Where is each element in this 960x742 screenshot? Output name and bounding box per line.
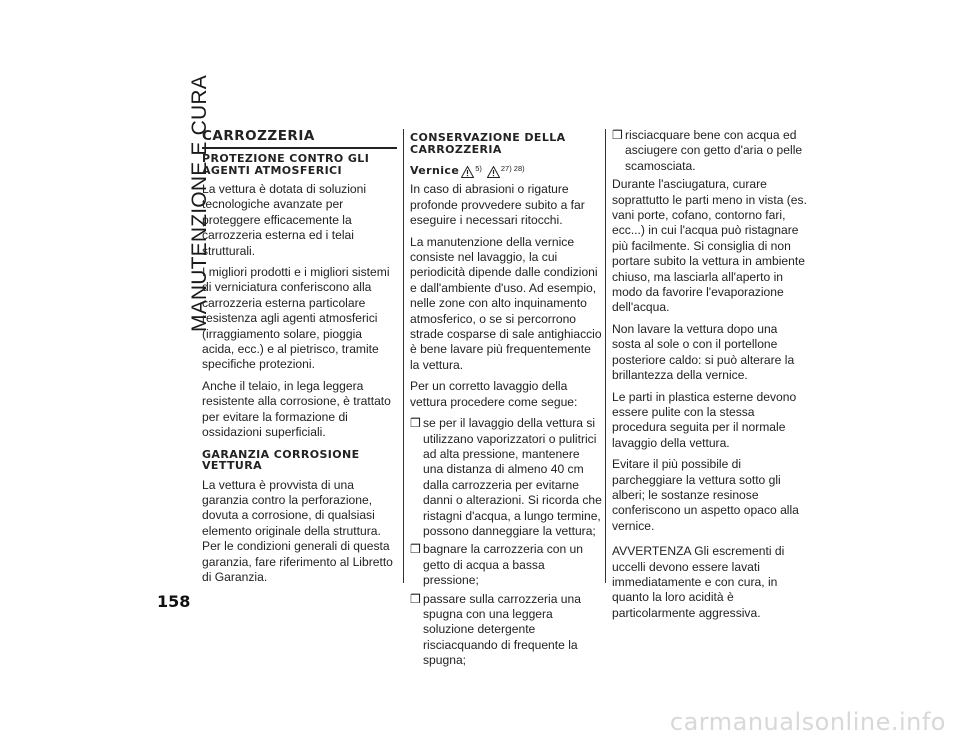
section-side-tab-label: MANUTENZIONE E CURA	[188, 75, 211, 332]
section-side-tab	[161, 75, 211, 332]
checkbox-bullet-icon: ❒	[612, 128, 623, 142]
paragraph: La vettura è dotata di soluzioni tecnologiche avanzate per proteggere efficacemente la carrozzeria esterna ed i telai strutturali.	[202, 182, 367, 258]
list-item: ❒ risciacquare bene con acqua ed asciugere con getto d'aria o pelle scamosciata.	[612, 128, 803, 173]
paragraph: Per un corretto lavaggio della vettura procedere come segue:	[410, 379, 578, 409]
reference-note: 5)	[475, 164, 482, 173]
paragraph: Durante l'asciugatura, curare soprattutto le parti meno in vista (es. vani porte, cofano, contorno fari, ecc...) in cui l'acqua può ristagnare più facilmente. Si consiglia di non portare subito la vettura in ambiente chiuso, ma lasciarla all'aperto in modo da favorire l'evaporazione dell'acqua.	[612, 177, 807, 315]
warning-triangle-icon	[487, 166, 500, 178]
paragraph: Evitare il più possibile di parcheggiare la vettura sotto gli alberi; le sostanze resinose conferiscono un aspetto opaco alla vernice.	[612, 457, 799, 533]
paragraph: La manutenzione della vernice consiste nel lavaggio, la cui periodicità dipende dalle condizioni e dall'ambiente d'uso. Ad esempio, nelle zone con alto inquinamento atmosferico, o se si percorrono strade cosparse di sale antighiaccio è bene lavare più frequentemente la vettura.	[410, 234, 602, 372]
washing-steps-list-continued	[612, 128, 807, 174]
checkbox-bullet-icon: ❒	[410, 591, 421, 606]
paragraph: Anche il telaio, in lega leggera resistente alla corrosione, è trattato per evitare la formazione di ossidazioni superficiali.	[202, 378, 391, 440]
warning-note: AVVERTENZA Gli escrementi di uccelli devono essere lavati immediatamente e con cura, in quanto la loro acidità è particolarmente aggressiva.	[612, 544, 785, 620]
list-item: ❒ passare sulla carrozzeria una spugna con una leggera soluzione detergente risciacquando di frequente la spugna;	[410, 591, 581, 668]
heading-protezione: PROTEZIONE CONTRO GLI AGENTI ATMOSFERICI	[202, 152, 370, 177]
paragraph: I migliori prodotti e i migliori sistemi di verniciatura conferiscono alla carrozzeria esterna particolare resistenza agli agenti atmosferici (irraggiamento solare, pioggia acida, ecc.) e al pietrisco, tramite specifiche protezioni.	[202, 265, 390, 372]
page-number: 158	[157, 592, 191, 611]
column-3	[612, 128, 807, 627]
list-item: ❒ bagnare la carrozzeria con un getto di acqua a bassa pressione;	[410, 542, 584, 588]
column-1	[202, 128, 397, 591]
warning-triangle-icon	[461, 166, 474, 178]
paragraph: Non lavare la vettura dopo una sosta al sole o con il portellone posteriore caldo: si può alterare la brillantezza della vernice.	[612, 321, 795, 383]
washing-steps-list	[410, 416, 602, 669]
heading-vernice	[410, 161, 602, 178]
checkbox-bullet-icon: ❒	[410, 416, 421, 431]
paragraph: In caso di abrasioni o rigature profonde provvedere subito a far eseguire i necessari ritocchi.	[410, 182, 585, 228]
heading-garanzia: GARANZIA CORROSIONE VETTURA	[202, 447, 360, 472]
paragraph: La vettura è provvista di una garanzia contro la perforazione, dovuta a corrosione, di qualsiasi elemento originale della struttura. Per le condizioni generali di questa garanzia, fare riferimento al Libretto di Garanzia.	[202, 477, 393, 584]
checkbox-bullet-icon: ❒	[410, 542, 421, 557]
column-2	[410, 128, 602, 672]
section-title-carrozzeria: CARROZZERIA	[202, 128, 397, 149]
reference-note: 27) 28)	[500, 164, 525, 173]
column-divider	[403, 129, 404, 583]
paragraph: Le parti in plastica esterne devono essere pulite con la stessa procedura seguita per il normale lavaggio della vettura.	[612, 389, 797, 450]
list-item: ❒ se per il lavaggio della vettura si utilizzano vaporizzatori o pulitrici ad alta pressione, mantenere una distanza di almeno 40 cm dalla carrozzeria per evitarne danni o alterazioni. Si ricorda che ristagni d'acqua, a lungo termine, possono danneggiare la vettura;	[410, 416, 602, 538]
heading-vernice-label: Vernice	[410, 164, 460, 177]
heading-conservazione: CONSERVAZIONE DELLA CARROZZERIA	[410, 131, 566, 156]
watermark: carmanualsonline.info	[669, 708, 946, 736]
column-divider	[605, 129, 606, 583]
